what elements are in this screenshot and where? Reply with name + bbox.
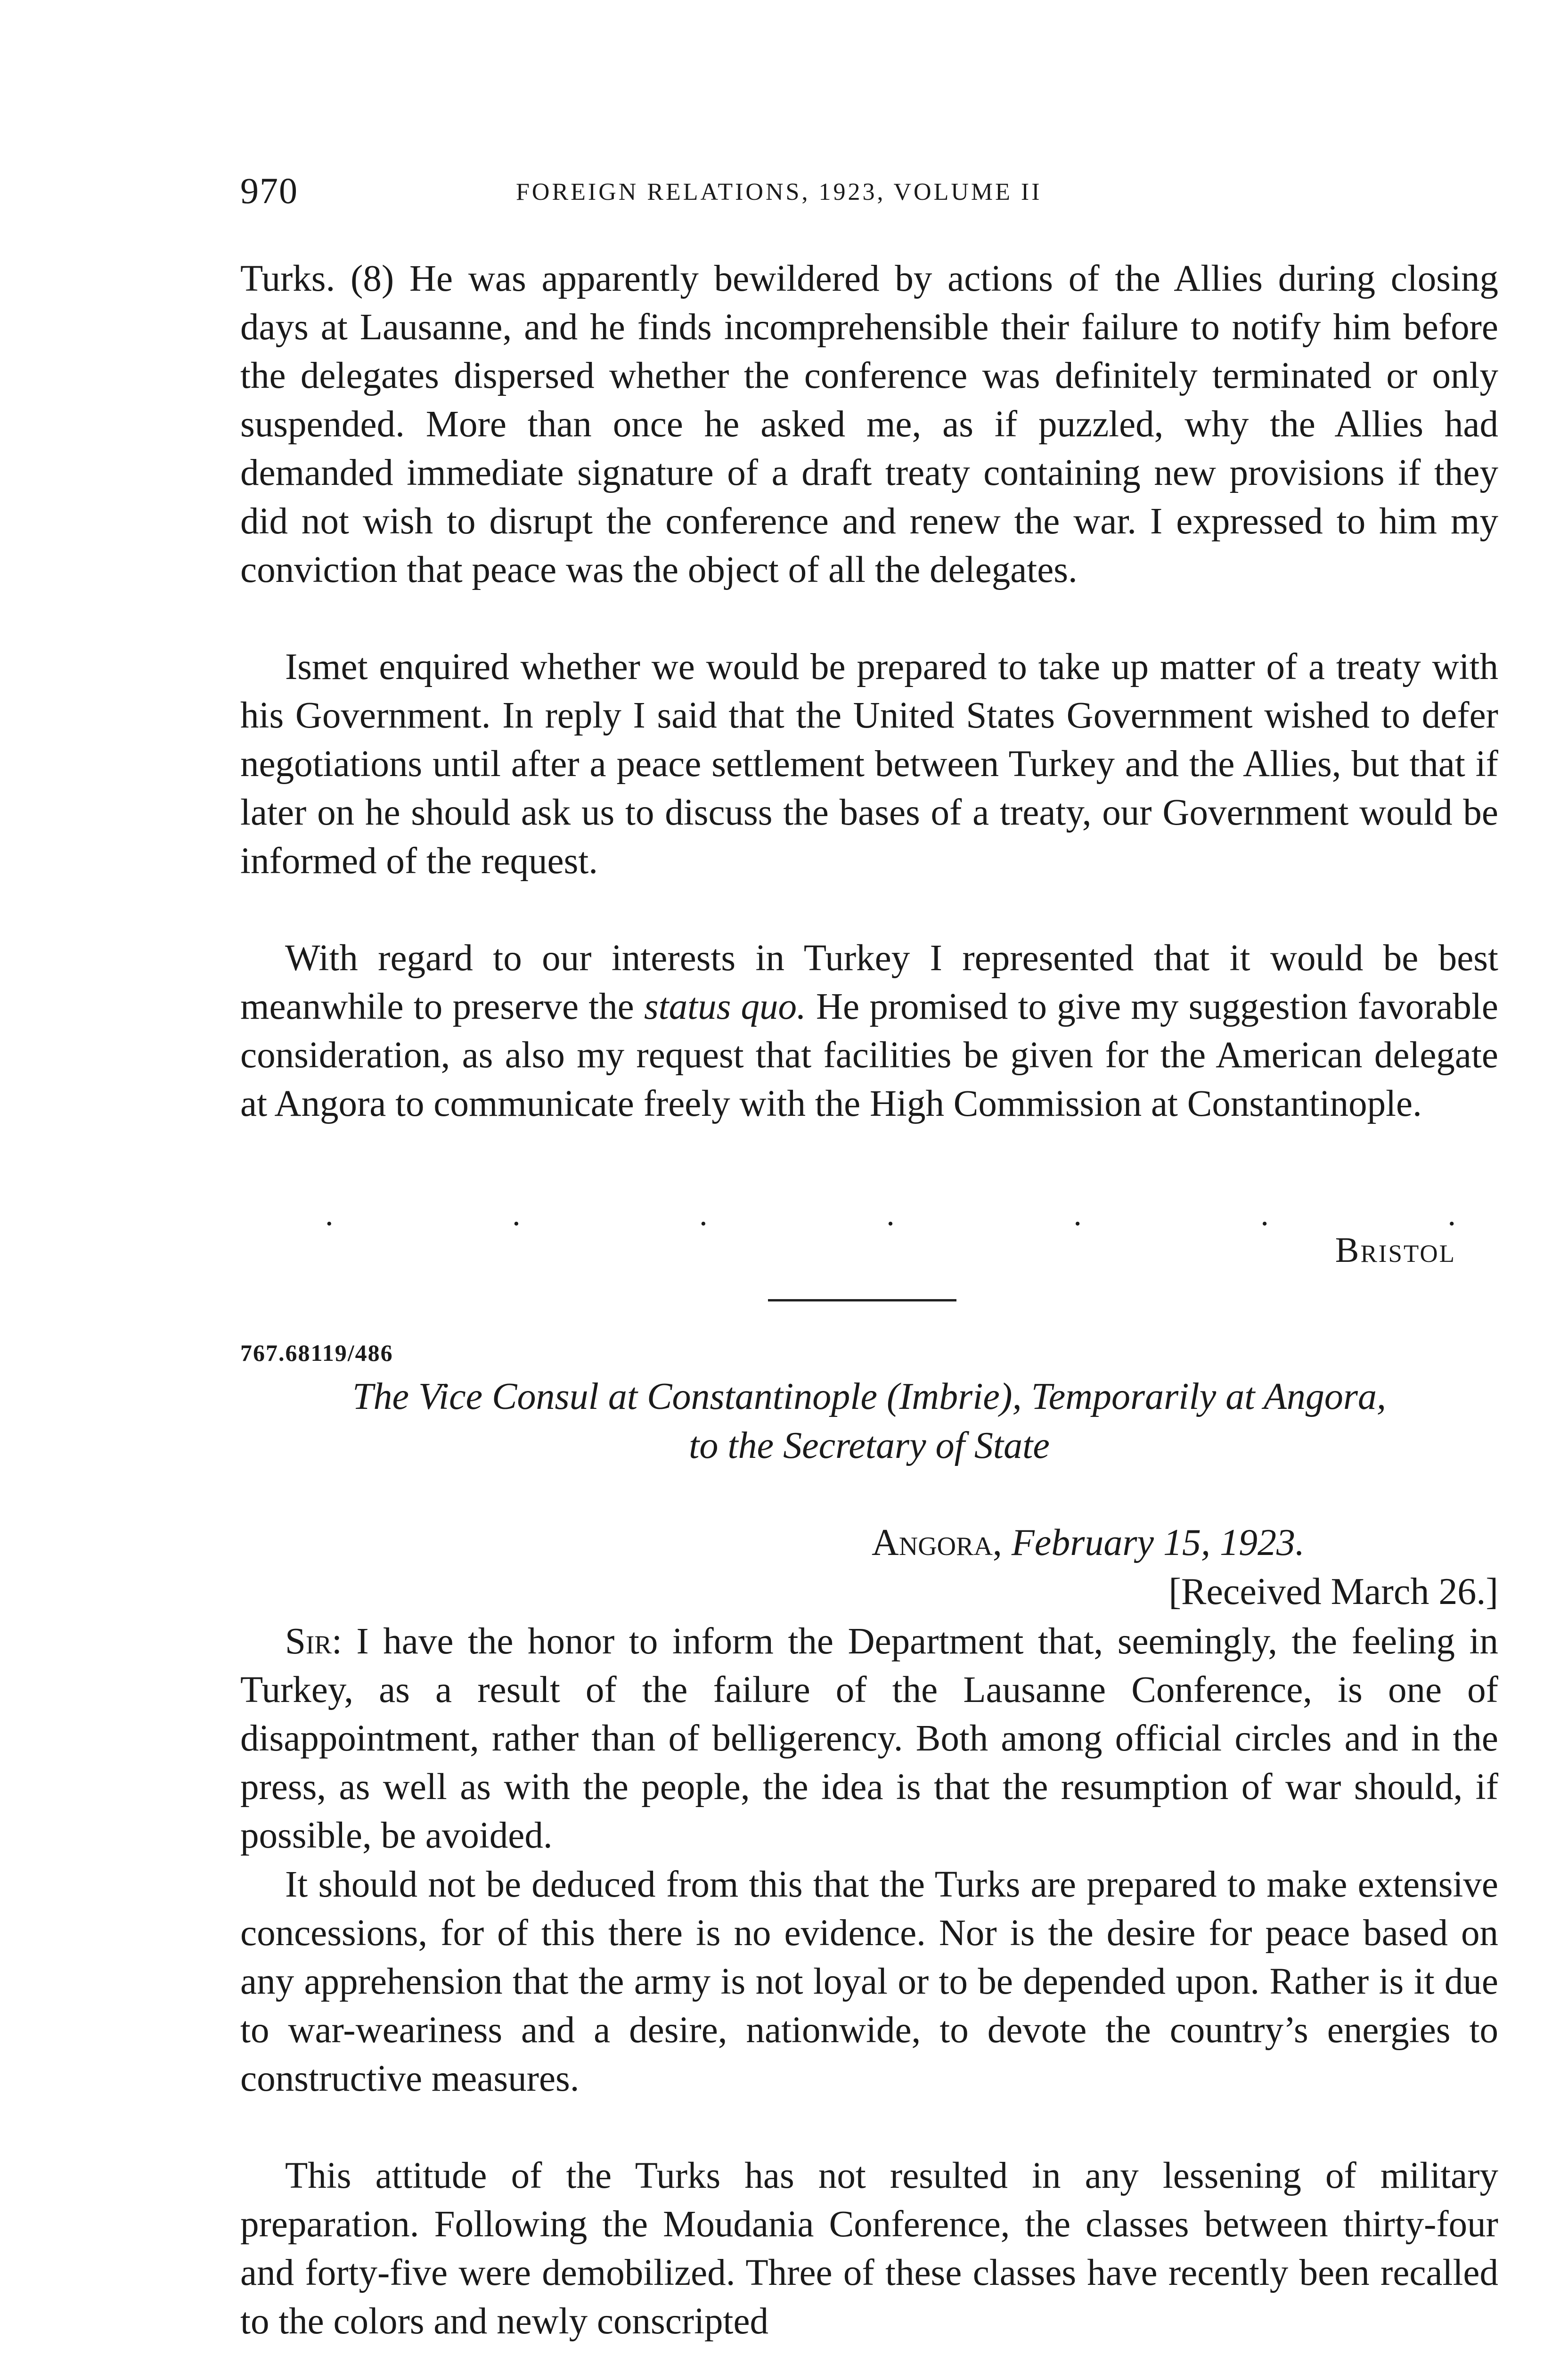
letter-paragraph-1 [240, 1617, 1498, 1860]
paragraph-text-after: He promised to give my suggestion favorable consideration, as also my request that facilities be given for the American delegate at Angora to communicate freely with the High Commission at Constantinople. [240, 986, 1498, 1124]
dateline-date: February 15, 1923. [1011, 1522, 1305, 1563]
omission-ellipsis [325, 1196, 1456, 1234]
ellipsis-dot: . [1447, 1196, 1456, 1233]
continuation-paragraph: Turks. (8) He was apparently bewildered by actions of the Allies during closing days at Lausanne, and he finds incomprehensible their failure to notify him before the delegates dispersed whether the conference was definitely terminated or only suspended. More than once he asked me, as if puzzled, why the Allies had demanded immediate signature of a draft treaty containing new provisions if they did not wish to disrupt the conference and renew the war. I expressed to him my conviction that peace was the object of all the delegates. [240, 258, 1498, 590]
dateline-place: Angora [872, 1522, 993, 1563]
letter-paragraph-2: It should not be deduced from this that the Turks are prepared to make extensive concessions, for of this there is no evidence. Nor is the desire for peace based on any apprehension that the army is not loyal or to be depended upon. Rather is it due to war-weariness and a desire, nationwide, to devote the country’s energies to constructive measures. [240, 1864, 1498, 2099]
section-divider [768, 1299, 956, 1301]
paragraph-ismet-enquiry: Ismet enquired whether we would be prepared to take up matter of a treaty with his Government. In reply I said that the United States Government wished to defer negotiations until after a peace settlement between Turkey and the Allies, but that if later on he should ask us to discuss the bases of a treaty, our Government would be informed of the request. [240, 646, 1498, 882]
document-title-line-1: The Vice Consul at Constantinople (Imbrie), Temporarily at Angora, [352, 1376, 1387, 1417]
running-head: FOREIGN RELATIONS, 1923, VOLUME II [516, 179, 1042, 205]
paragraph-text-before: With regard to our interests in Turkey I represented that it would be best meanwhile to preserve the [240, 938, 1498, 1027]
ellipsis-dot: . [1073, 1196, 1082, 1233]
ellipsis-dot: . [325, 1196, 334, 1233]
ellipsis-dot: . [699, 1196, 708, 1233]
status-quo-italic: status quo. [644, 986, 806, 1027]
letter-paragraph-1-text: : I have the honor to inform the Department that, seemingly, the feeling in Turkey, as a result of the failure of the Lausanne Conference, is one of disappointment, rather than of belligerency. Both among official circles and in the press, as well as with the people, the idea is that the resumption of war should, if possible, be avoided. [240, 1621, 1498, 1856]
document-title [240, 1372, 1498, 1470]
file-number: 767.68119/486 [240, 1340, 393, 1366]
ellipsis-dot: . [886, 1196, 895, 1233]
page-number: 970 [240, 170, 298, 211]
paragraph-interests-in-turkey [240, 934, 1498, 1128]
signature-bristol: Bristol [1335, 1230, 1456, 1270]
page-header [240, 170, 1498, 217]
received-note: [Received March 26.] [1168, 1571, 1498, 1612]
document-title-line-2: to the Secretary of State [689, 1425, 1050, 1466]
letter-paragraph-3: This attitude of the Turks has not resulted in any lessening of military preparation. Following the Moudania Conference, the classes between thirty-four and forty-five were demobilized. Three of these classes have recently been recalled to the colors and newly conscripted [240, 2155, 1498, 2342]
ellipsis-dot: . [512, 1196, 521, 1233]
ellipsis-dot: . [1260, 1196, 1269, 1233]
salutation: Sir [285, 1621, 332, 1662]
dateline: Angora, February 15, 1923. [872, 1522, 1305, 1563]
